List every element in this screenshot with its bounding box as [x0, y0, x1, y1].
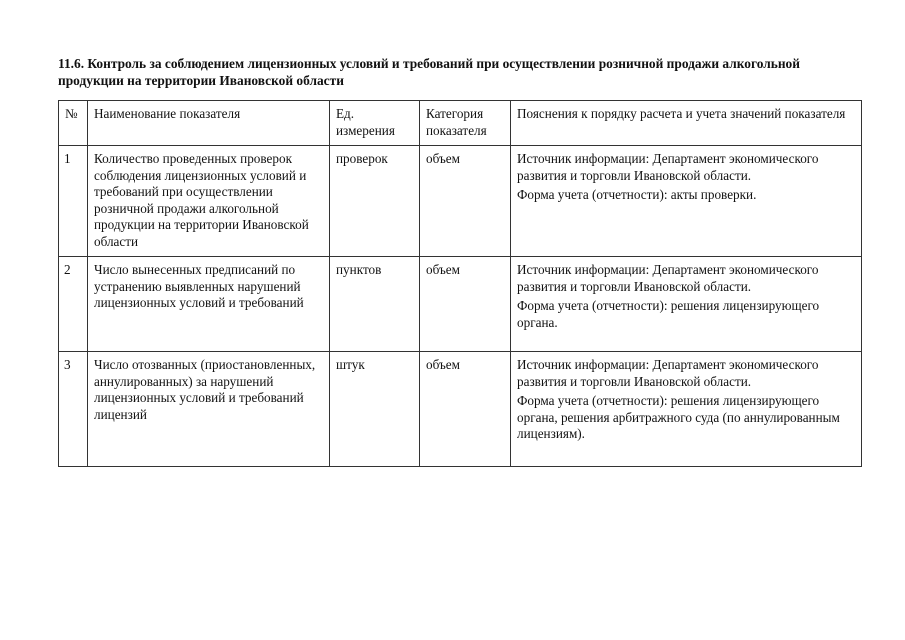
cell-unit: пунктов [330, 257, 420, 352]
cell-category: объем [420, 257, 511, 352]
column-header-num: № [59, 101, 88, 146]
explanation-source: Источник информации: Департамент экономического развития и торговли Ивановской области. [517, 151, 819, 183]
explanation-source: Источник информации: Департамент экономического развития и торговли Ивановской области. [517, 357, 819, 389]
cell-explanation [511, 146, 862, 257]
cell-unit: проверок [330, 146, 420, 257]
column-header-name: Наименование показателя [88, 101, 330, 146]
cell-name: Количество проведенных проверок соблюдения лицензионных условий и требований при осуществлении розничной продажи алкогольной продукции на территории Ивановской области [88, 146, 330, 257]
explanation-form: Форма учета (отчетности): решения лицензирующего органа. [517, 298, 820, 330]
cell-category: объем [420, 146, 511, 257]
cell-num: 2 [59, 257, 88, 352]
cell-explanation [511, 257, 862, 352]
cell-unit: штук [330, 352, 420, 467]
column-header-explanation: Пояснения к порядку расчета и учета значений показателя [511, 101, 862, 146]
table-header-row [59, 101, 862, 146]
indicators-table [58, 100, 862, 467]
explanation-form: Форма учета (отчетности): акты проверки. [517, 187, 757, 202]
table-row [59, 352, 862, 467]
section-heading: 11.6. Контроль за соблюдением лицензионных условий и требований при осуществлении розничной продажи алкогольной продукции на территории Ивановской области [58, 56, 800, 88]
cell-num: 3 [59, 352, 88, 467]
explanation-form: Форма учета (отчетности): решения лицензирующего органа, решения арбитражного суда (по аннулированным лицензиям). [517, 393, 840, 441]
cell-explanation [511, 352, 862, 467]
column-header-category: Категория показателя [420, 101, 511, 146]
explanation-source: Источник информации: Департамент экономического развития и торговли Ивановской области. [517, 262, 819, 294]
table-row [59, 257, 862, 352]
cell-num: 1 [59, 146, 88, 257]
cell-name: Число вынесенных предписаний по устранению выявленных нарушений лицензионных условий и требований [88, 257, 330, 352]
cell-name: Число отозванных (приостановленных, аннулированных) за нарушений лицензионных условий и требований лицензий [88, 352, 330, 467]
cell-category: объем [420, 352, 511, 467]
table-row [59, 146, 862, 257]
column-header-unit: Ед. измерения [330, 101, 420, 146]
